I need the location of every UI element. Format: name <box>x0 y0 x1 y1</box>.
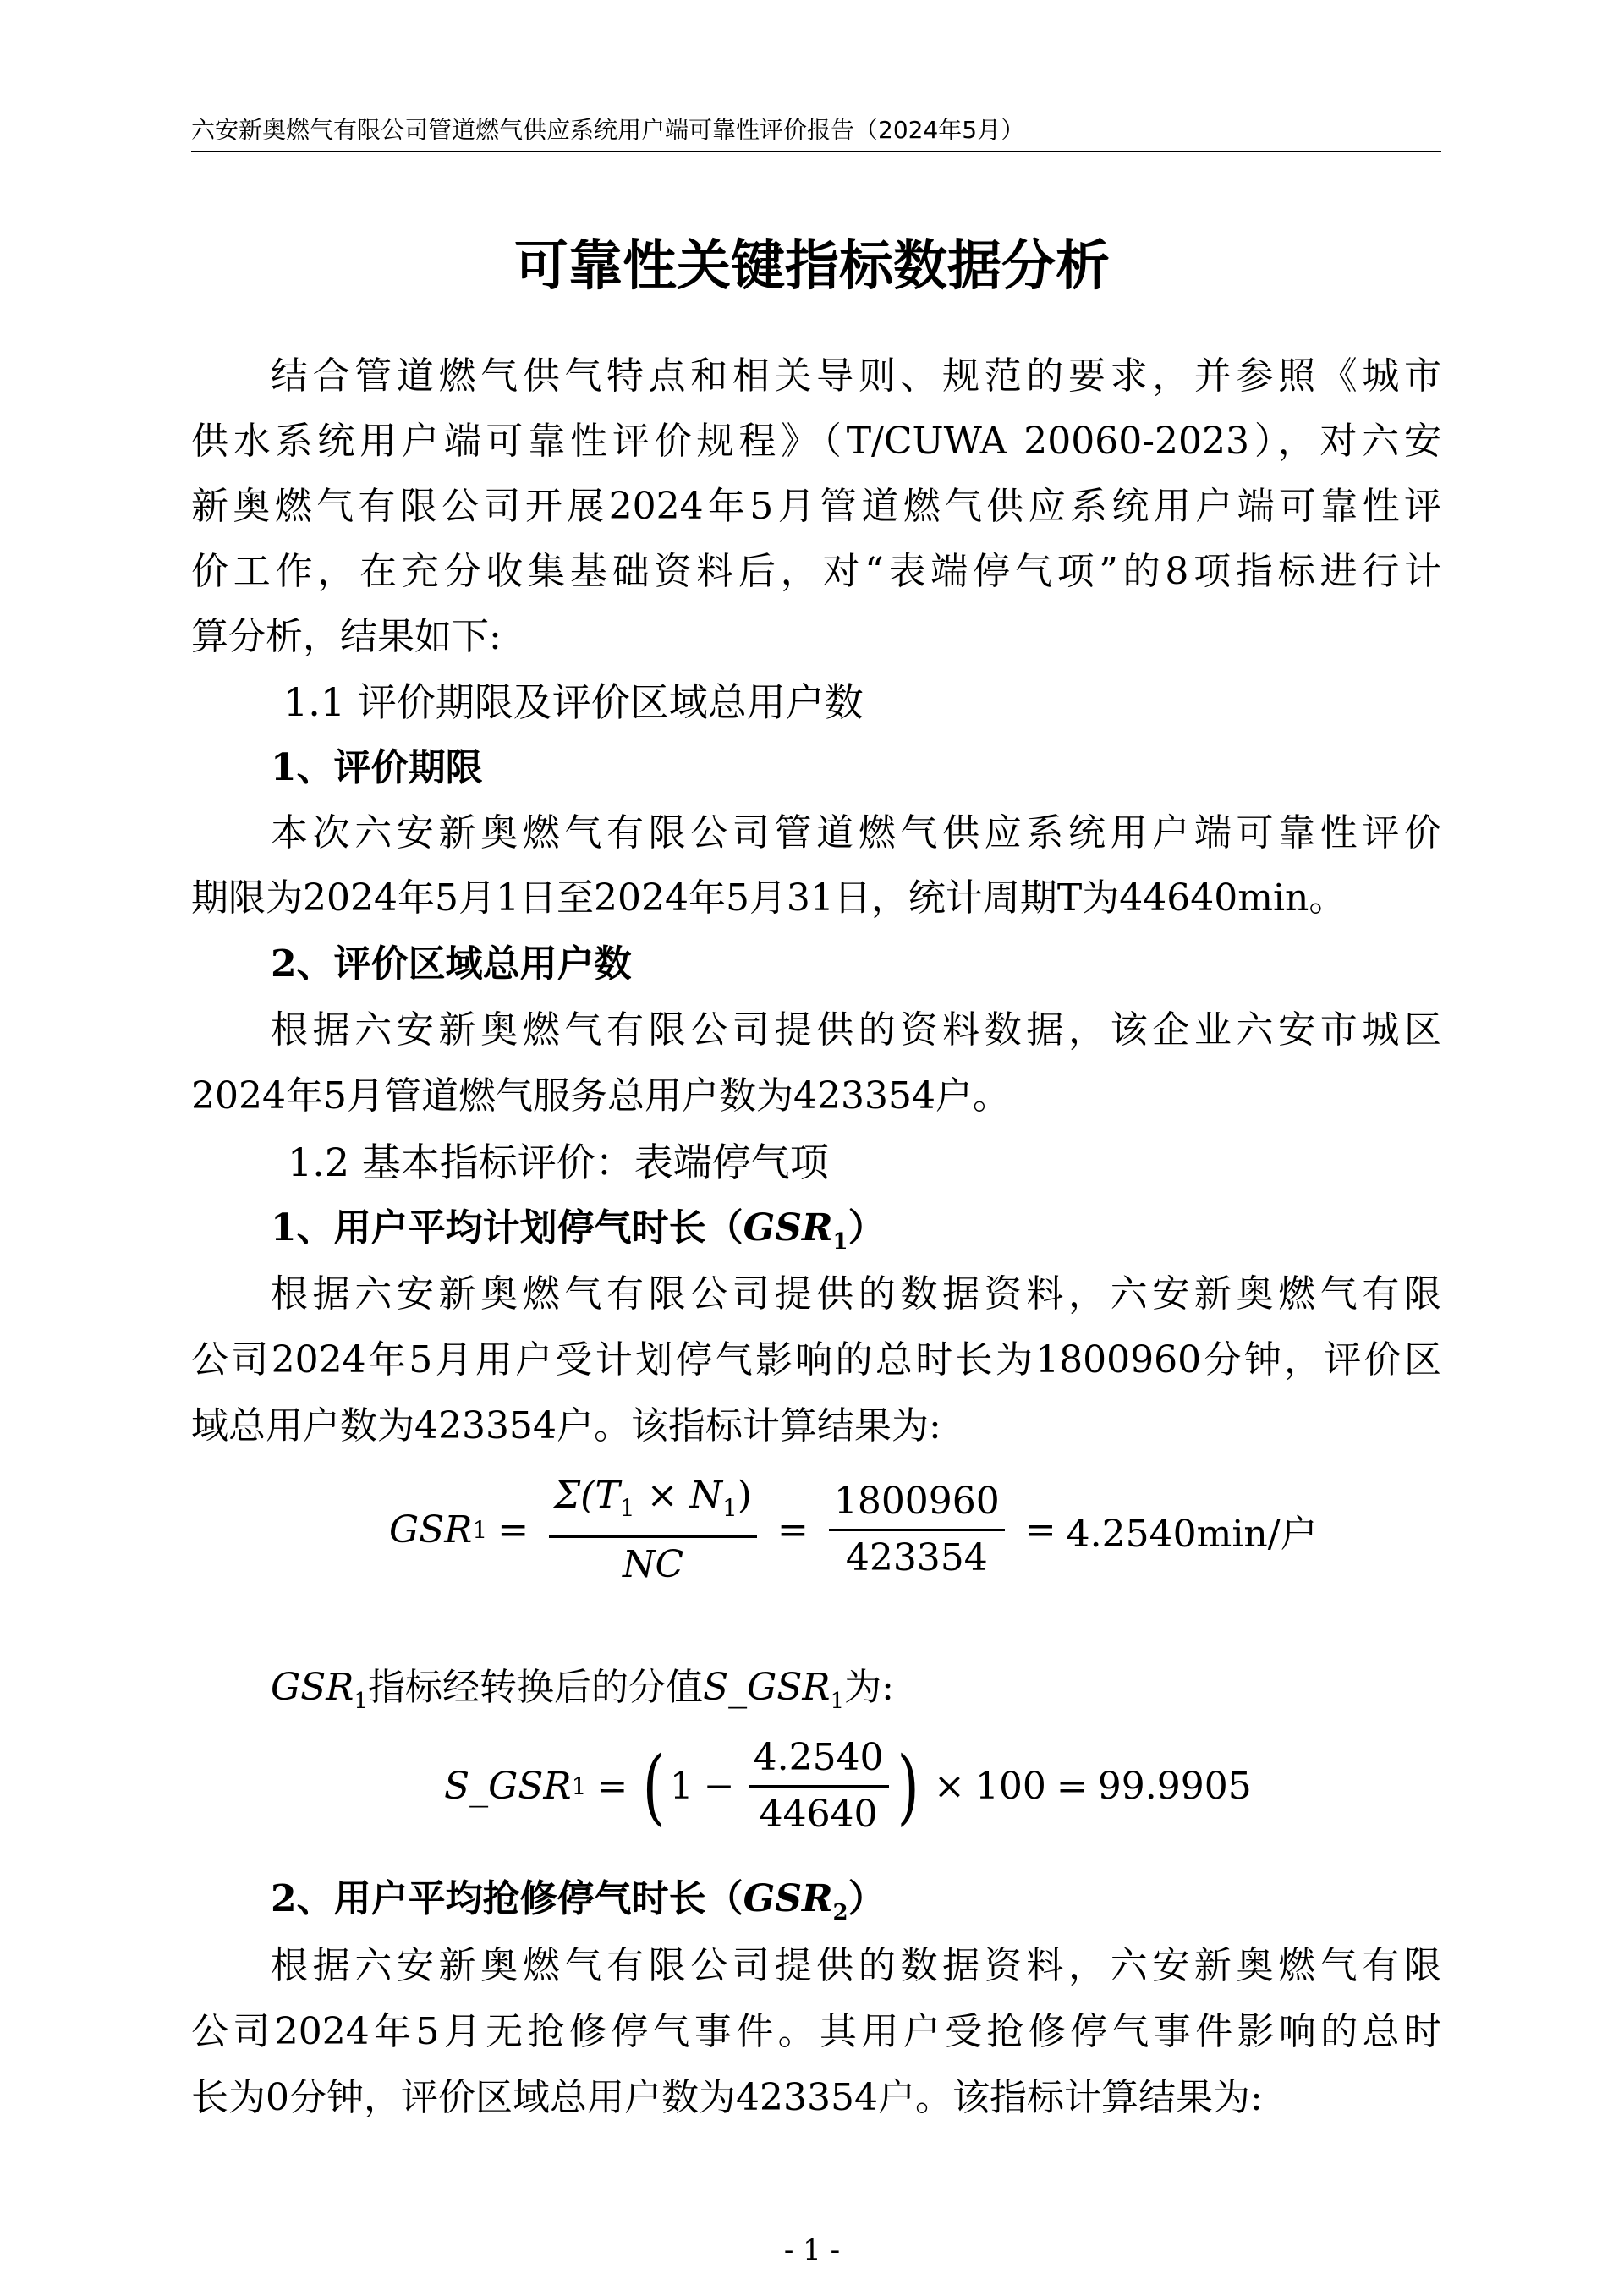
sub-2-line-2: 2024年5月管道燃气服务总用户数为423354户。 <box>191 1074 1010 1118</box>
page-number: - 1 - <box>783 2233 841 2267</box>
gsr1-score-text: $GSR_1$指标经转换后的分值$S\_GSR_1$为: <box>271 1666 894 1714</box>
sub-1-line-1: 本次六安新奥燃气有限公司管道燃气供应系统用户端可靠性评价 <box>271 811 1441 854</box>
intro-line-5: 算分析，结果如下: <box>191 615 502 658</box>
sub-2-line-1: 根据六安新奥燃气有限公司提供的资料数据，该企业六安市城区 <box>271 1008 1441 1052</box>
gsr2-line-2: 公司2024年5月无抢修停气事件。其用户受抢修停气事件影响的总时 <box>191 2010 1441 2053</box>
sub-1-heading: 1、评价期限 <box>271 746 483 789</box>
section-1-2-heading: 1.2 基本指标评价：表端停气项 <box>288 1140 829 1185</box>
gsr1-line-2: 公司2024年5月用户受计划停气影响的总时长为1800960分钟，评价区 <box>191 1338 1441 1381</box>
gsr2-line-3: 长为0分钟，评价区域总用户数为423354户。该指标计算结果为: <box>191 2076 1263 2119</box>
gsr1-heading: 1、用户平均计划停气时长$(GSR_1)$ <box>271 1206 886 1255</box>
sub-2-heading: 2、评价区域总用户数 <box>271 942 632 986</box>
gsr1-score-formula: S_GSR 1 = ( 1 − $\frac{4.2540}{44640}$ ) × 100 = 99.9905 <box>444 1736 1252 1836</box>
page-title: 可靠性关键指标数据分析 <box>514 234 1110 298</box>
sub-1-line-2: 期限为2024年5月1日至2024年5月31日，统计周期T为44640min。 <box>191 876 1347 920</box>
gsr1-formula: GSR 1 = $\frac{\Sigma(T_1 \times N_1)}{NC}$ = $\frac{1800960}{423354}$ = 4.2540min/户 <box>389 1472 1318 1589</box>
intro-line-1: 结合管道燃气供气特点和相关导则、规范的要求，并参照《城市 <box>271 354 1441 398</box>
intro-line-3: 新奥燃气有限公司开展2024年5月管道燃气供应系统用户端可靠性评 <box>191 485 1441 528</box>
gsr1-score-result: 99.9905 <box>1097 1765 1252 1808</box>
gsr2-heading: 2、用户平均抢修停气时长$(GSR_2)$ <box>271 1877 886 1925</box>
page-header: 六安新奥燃气有限公司管道燃气供应系统用户端可靠性评价报告（2024年5月） <box>191 110 1441 152</box>
gsr1-numeric-fraction: $\frac{1800960}{423354}$ <box>829 1478 1005 1582</box>
section-1-1-heading: 1.1 评价期限及评价区域总用户数 <box>283 679 864 725</box>
gsr1-symbolic-fraction: $\frac{\Sigma(T_1 \times N_1)}{NC}$ <box>549 1472 757 1589</box>
gsr1-line-1: 根据六安新奥燃气有限公司提供的数据资料，六安新奥燃气有限 <box>271 1272 1441 1316</box>
intro-line-2: 供水系统用户端可靠性评价规程》（T/CUWA 20060-2023），对六安 <box>191 420 1441 463</box>
gsr1-line-3: 域总用户数为423354户。该指标计算结果为: <box>191 1404 941 1447</box>
intro-line-4: 价工作，在充分收集基础资料后，对“表端停气项”的8项指标进行计 <box>191 550 1441 593</box>
gsr1-result: 4.2540min/户 <box>1066 1512 1318 1556</box>
gsr2-line-1: 根据六安新奥燃气有限公司提供的数据资料，六安新奥燃气有限 <box>271 1944 1441 1987</box>
